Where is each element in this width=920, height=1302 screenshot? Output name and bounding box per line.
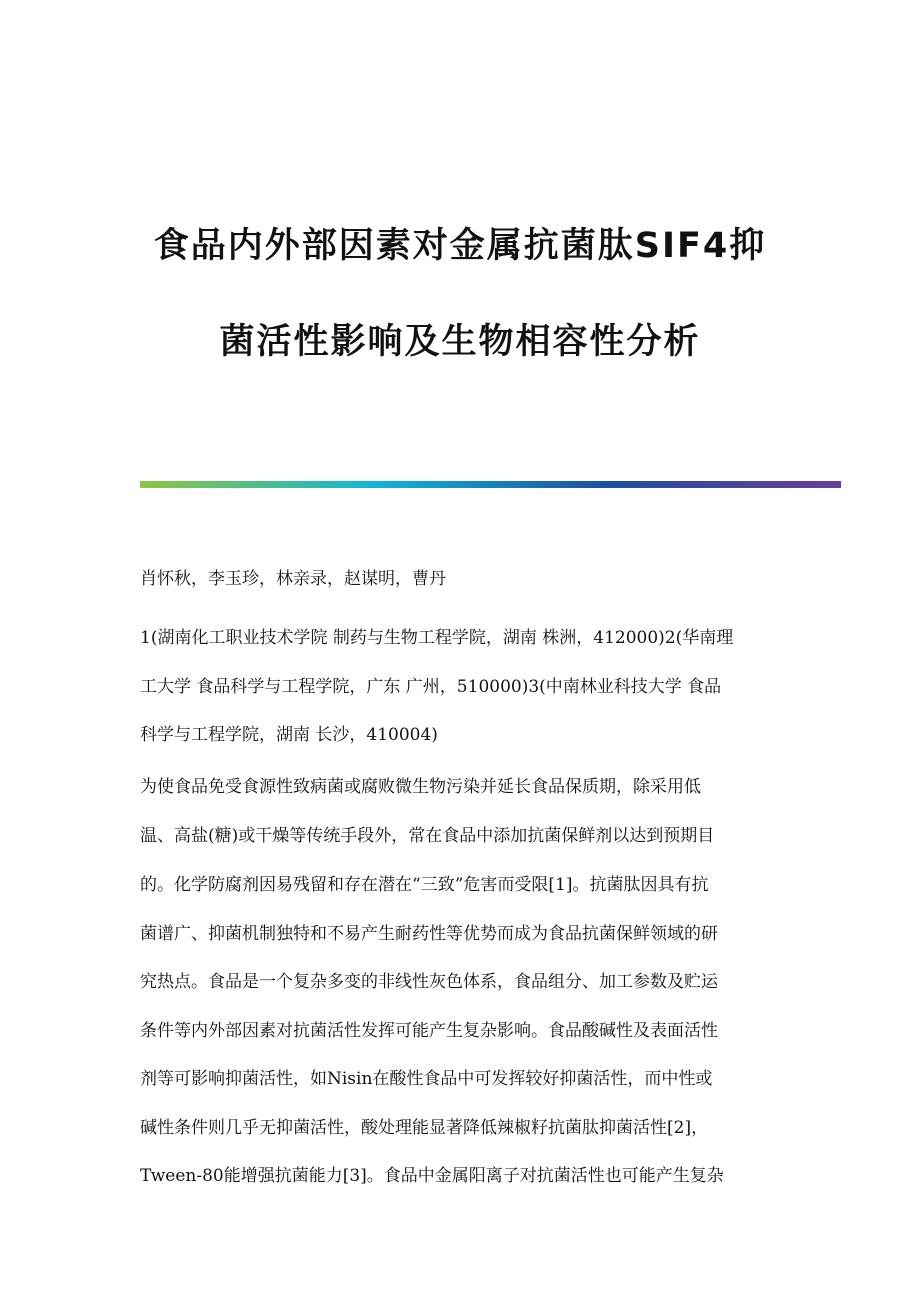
body-text-line: 剂等可影响抑菌活性，如Nisin在酸性食品中可发挥较好抑菌活性，而中性或 <box>140 1069 713 1089</box>
affiliation-line: 工大学 食品科学与工程学院，广东 广州，510000)3(中南林业科技大学 食品 <box>140 677 722 697</box>
affiliation-line: 1(湖南化工职业技术学院 制药与生物工程学院，湖南 株洲，412000)2(华南理 <box>140 628 734 648</box>
body-text-line: Tween-80能增强抗菌能力[3]。食品中金属阳离子对抗菌活性也可能产生复杂 <box>140 1166 724 1186</box>
body-text-line: 碱性条件则几乎无抑菌活性，酸处理能显著降低辣椒籽抗菌肽抑菌活性[2]， <box>140 1118 709 1138</box>
body-text-line: 条件等内外部因素对抗菌活性发挥可能产生复杂影响。食品酸碱性及表面活性 <box>140 1021 718 1041</box>
affiliation-line: 科学与工程学院，湖南 长沙，410004) <box>140 725 438 745</box>
body-text-line: 的。化学防腐剂因易残留和存在潜在“三致”危害而受限[1]。抗菌肽因具有抗 <box>140 875 709 895</box>
body-text-line: 温、高盐(糖)或干燥等传统手段外，常在食品中添加抗菌保鲜剂以达到预期目 <box>140 826 715 846</box>
author-list: 肖怀秋，李玉珍，林亲录，赵谋明，曹丹 <box>140 569 446 589</box>
body-text-line: 为使食品免受食源性致病菌或腐败微生物污染并延长食品保质期，除采用低 <box>140 777 701 797</box>
body-text-line: 菌谱广、抑菌机制独特和不易产生耐药性等优势而成为食品抗菌保鲜领域的研 <box>140 924 718 944</box>
paper-title-line-2: 菌活性影响及生物相容性分析 <box>219 322 701 362</box>
paper-title-line-1: 食品内外部因素对金属抗菌肽SIF4抑 <box>153 226 767 266</box>
body-text-line: 究热点。食品是一个复杂多变的非线性灰色体系，食品组分、加工参数及贮运 <box>140 972 718 992</box>
title-divider <box>140 481 841 488</box>
